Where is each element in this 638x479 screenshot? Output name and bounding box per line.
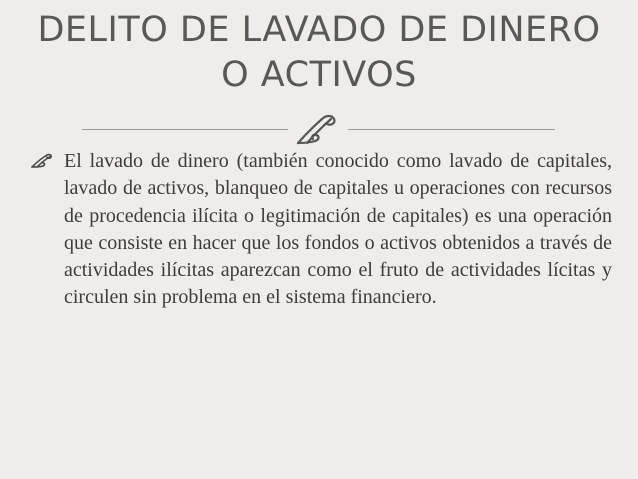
title-divider-right (348, 129, 555, 130)
bullet-item (30, 148, 612, 312)
slide-title-line-1: DELITO DE LAVADO DE DINERO (37, 10, 601, 50)
bullet-text: El lavado de dinero (también conocido como lavado de capitales, lavado de activos, blanqueo de capitales u operaciones con recursos de procedencia ilícita o legitimación de capitales) es una operación que consiste en hacer que los fondos o activos obtenidos a través de actividades ilícitas aparezcan como el fruto de actividades lícitas y circulen sin problema en el sistema financiero. (64, 150, 612, 309)
slide-title (30, 8, 608, 98)
slide-title-line-2: O ACTIVOS (221, 55, 417, 95)
scroll-bullet-icon (30, 153, 64, 169)
scroll-ornament-icon (295, 113, 339, 145)
title-divider-left (82, 129, 288, 130)
